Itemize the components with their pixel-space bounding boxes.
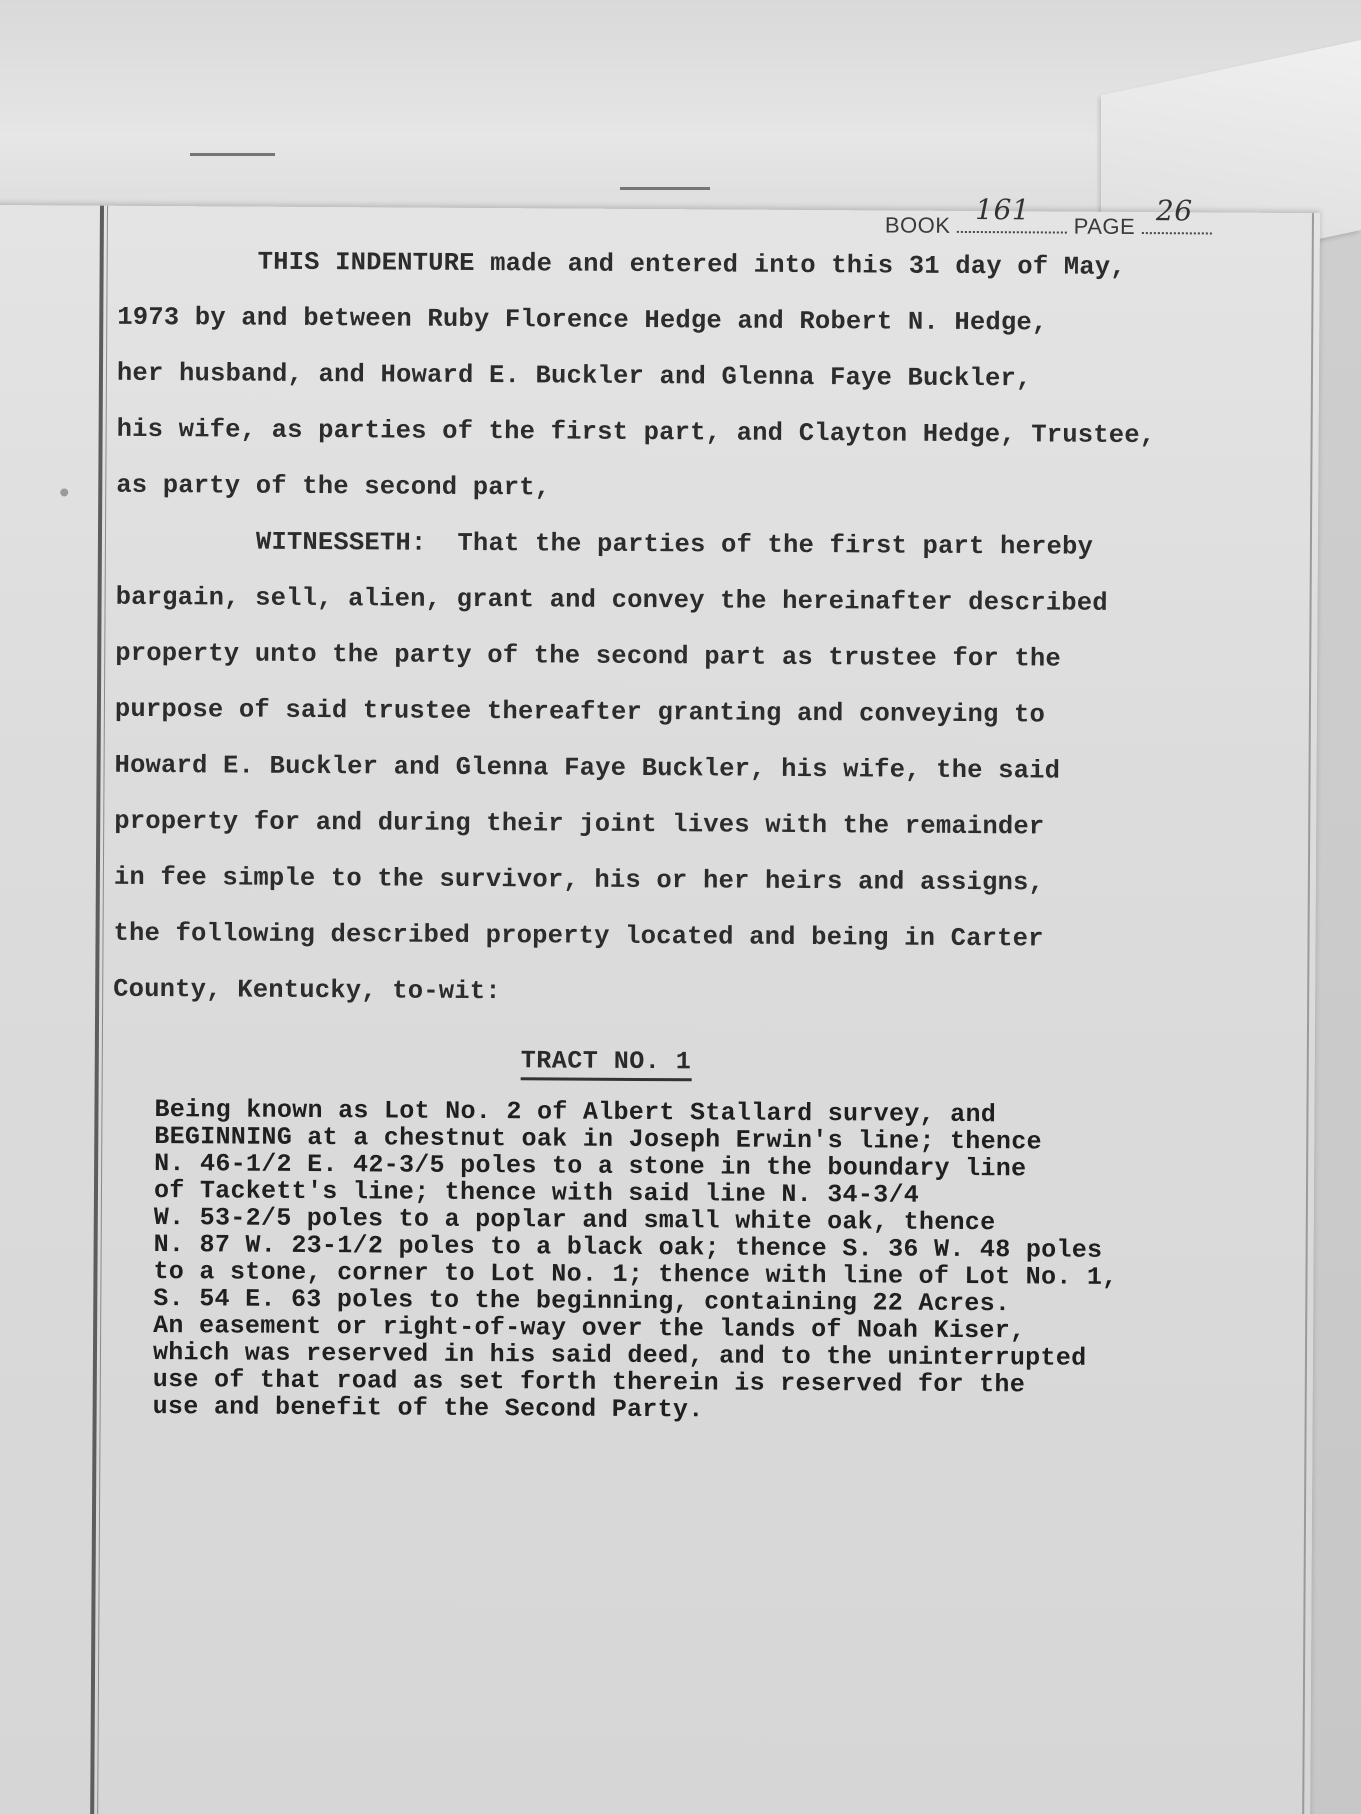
book-page-reference bbox=[884, 193, 1212, 240]
book-number: 161 bbox=[975, 193, 1031, 227]
page-label: PAGE bbox=[1073, 213, 1136, 239]
tract-line: An easement or right-of-way over the lands of Noah Kiser, bbox=[153, 1311, 1026, 1346]
tract-line: S. 54 E. 63 poles to the beginning, containing 22 Acres. bbox=[153, 1284, 1011, 1319]
deed-line: bargain, sell, alien, grant and convey the hereinafter described bbox=[115, 582, 1108, 618]
deed-line: 1973 by and between Ruby Florence Hedge and Robert N. Hedge, bbox=[117, 302, 1048, 338]
tract-line: use of that road as set forth therein is reserved for the bbox=[152, 1365, 1026, 1400]
deed-page bbox=[0, 193, 1320, 1814]
tract-description bbox=[153, 1096, 1275, 1427]
deed-line: property unto the party of the second part as trustee for the bbox=[115, 638, 1061, 674]
tract-line: to a stone, corner to Lot No. 1; thence with line of Lot No. 1, bbox=[153, 1257, 1118, 1292]
deed-line: WITNESSETH: That the parties of the first part hereby bbox=[255, 527, 1094, 562]
deed-line: her husband, and Howard E. Buckler and Glenna Faye Buckler, bbox=[116, 358, 1032, 394]
underlying-dash-left bbox=[190, 153, 275, 156]
underlying-dash-center bbox=[620, 187, 710, 190]
tract-line: use and benefit of the Second Party. bbox=[152, 1392, 704, 1425]
tract-line: Being known as Lot No. 2 of Albert Stallard survey, and bbox=[154, 1095, 997, 1130]
deed-line: purpose of said trustee thereafter granting and conveying to bbox=[114, 694, 1046, 730]
deed-line: County, Kentucky, to-wit: bbox=[113, 974, 501, 1007]
tract-heading: TRACT NO. 1 bbox=[521, 1046, 692, 1081]
deed-paragraphs bbox=[113, 234, 1298, 1025]
page-number-field bbox=[1142, 194, 1212, 234]
tract-line: N. 46-1/2 E. 42-3/5 poles to a stone in the boundary line bbox=[154, 1149, 1027, 1184]
book-number-field bbox=[957, 193, 1067, 234]
deed-line: in fee simple to the survivor, his or her heirs and assigns, bbox=[113, 862, 1045, 898]
deed-line: his wife, as parties of the first part, and Clayton Hedge, Trustee, bbox=[116, 414, 1156, 451]
right-margin-rule bbox=[1302, 213, 1314, 1814]
deed-line: as party of the second part, bbox=[116, 470, 551, 503]
deed-line: property for and during their joint lives with the remainder bbox=[114, 806, 1045, 842]
tract-line: BEGINNING at a chestnut oak in Joseph Erwin's line; thence bbox=[154, 1122, 1042, 1157]
tract-line: N. 87 W. 23-1/2 poles to a black oak; thence S. 36 W. 48 poles bbox=[153, 1230, 1103, 1265]
page-number: 26 bbox=[1155, 194, 1193, 228]
tract-line: which was reserved in his said deed, and to the uninterrupted bbox=[152, 1338, 1087, 1373]
paper-speck bbox=[60, 488, 68, 496]
deed-line: Howard E. Buckler and Glenna Faye Buckler, his wife, the said bbox=[114, 750, 1061, 786]
deed-line: the following described property located and being in Carter bbox=[113, 918, 1044, 954]
book-label: BOOK bbox=[884, 212, 951, 238]
tract-line: of Tackett's line; thence with said line N. 34-3/4 bbox=[153, 1176, 920, 1210]
tract-line: W. 53-2/5 poles to a poplar and small white oak, thence bbox=[153, 1203, 996, 1238]
deed-line: THIS INDENTURE made and entered into this 31 day of May, bbox=[257, 247, 1126, 282]
